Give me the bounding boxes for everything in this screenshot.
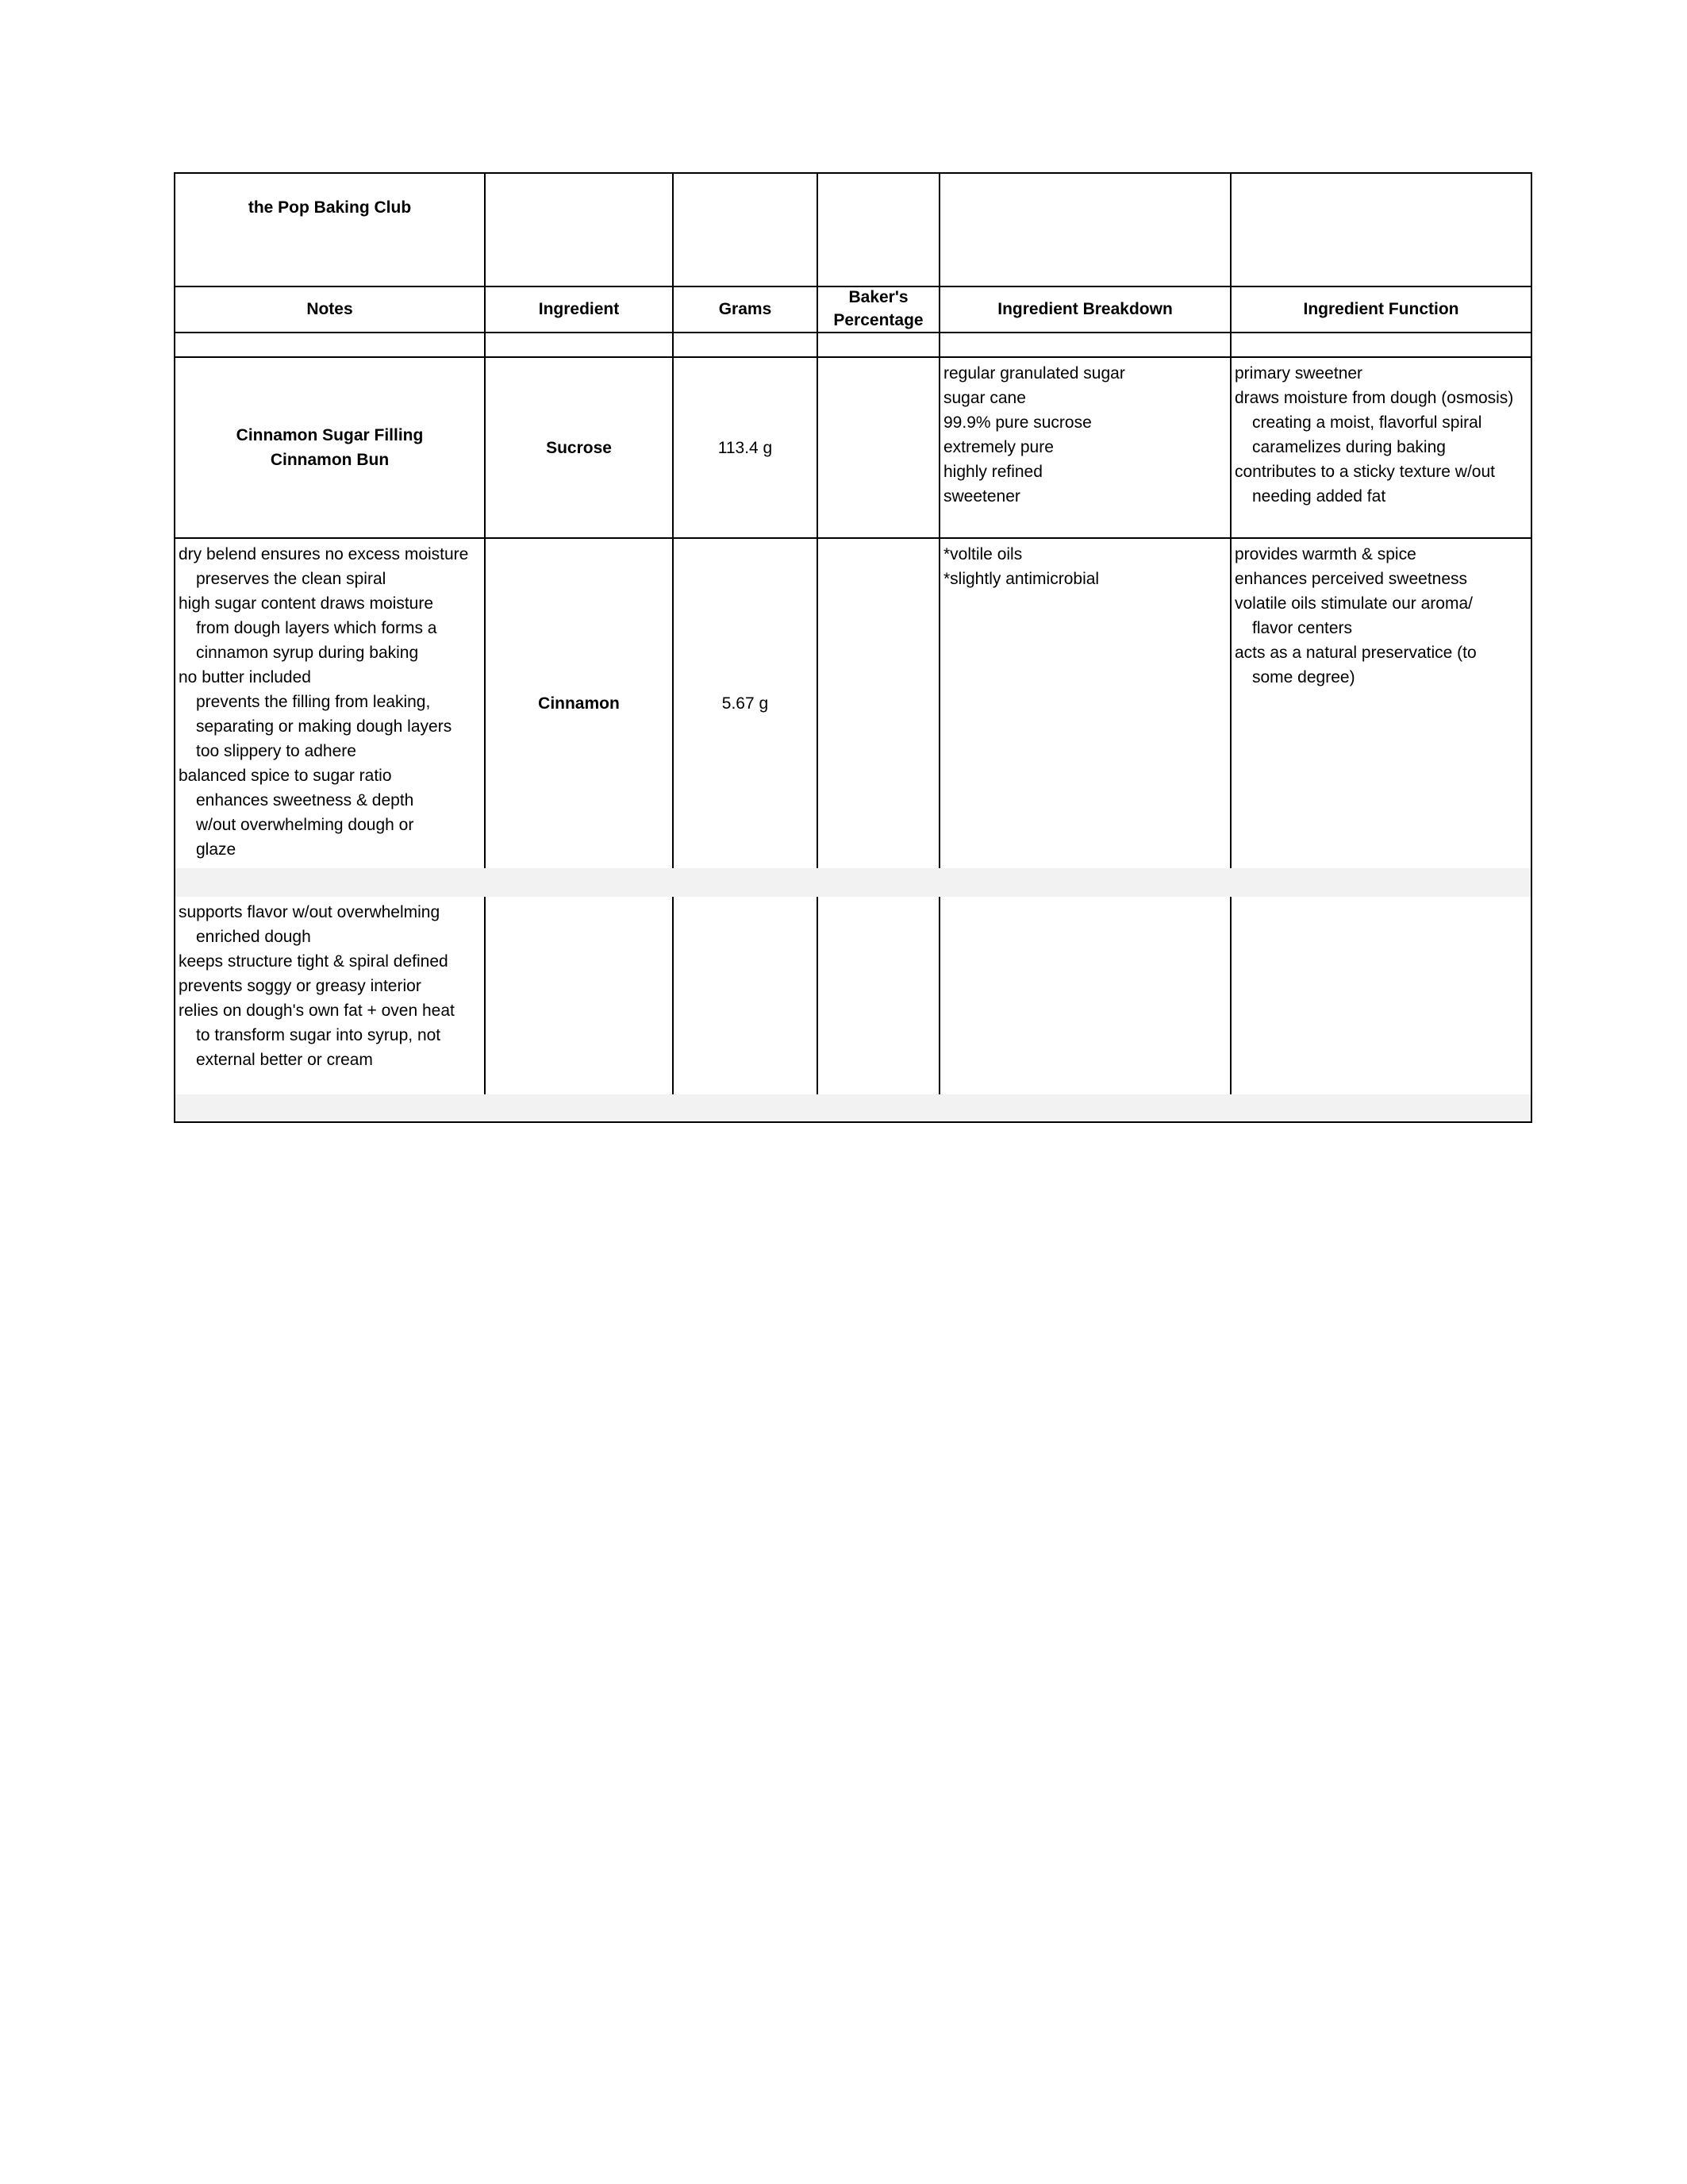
header-bakers-line2: Percentage bbox=[833, 311, 924, 329]
row1-ingredient bbox=[486, 358, 672, 537]
header-bakers-percentage bbox=[818, 286, 939, 332]
note-line: from dough layers which forms a bbox=[196, 619, 437, 637]
column-divider bbox=[484, 897, 486, 1094]
header-breakdown bbox=[940, 286, 1230, 332]
breakdown-line: sweetener bbox=[943, 487, 1020, 506]
row1-title bbox=[175, 358, 484, 537]
row2-ingredient bbox=[486, 539, 672, 868]
note-line: balanced spice to sugar ratio bbox=[179, 767, 392, 785]
row2-breakdown bbox=[940, 539, 1230, 868]
function-line: creating a moist, flavorful spiral bbox=[1252, 413, 1482, 432]
note-line: supports flavor w/out overwhelming bbox=[179, 903, 440, 921]
header-ingredient bbox=[486, 286, 672, 332]
breakdown-line: sugar cane bbox=[943, 389, 1026, 407]
header-function-text: Ingredient Function bbox=[1303, 299, 1459, 318]
spacer-band bbox=[175, 868, 1531, 897]
row1-function bbox=[1232, 358, 1531, 537]
column-divider bbox=[817, 897, 818, 1094]
note-line: too slippery to adhere bbox=[196, 742, 356, 760]
breakdown-line: regular granulated sugar bbox=[943, 364, 1125, 383]
note-line: external better or cream bbox=[196, 1051, 373, 1069]
row1-title-line2: Cinnamon Bun bbox=[270, 451, 390, 469]
function-line: needing added fat bbox=[1252, 487, 1386, 506]
header-grams-text: Grams bbox=[718, 299, 772, 318]
function-line: acts as a natural preservatice (to bbox=[1235, 644, 1477, 662]
note-line: separating or making dough layers bbox=[196, 717, 452, 736]
row-divider bbox=[175, 332, 1531, 333]
club-title bbox=[175, 191, 484, 223]
note-line: prevents soggy or greasy interior bbox=[179, 977, 421, 995]
header-ingredient-text: Ingredient bbox=[538, 299, 620, 318]
breakdown-line: *voltile oils bbox=[943, 545, 1023, 563]
function-line: caramelizes during baking bbox=[1252, 438, 1446, 456]
function-line: volatile oils stimulate our aroma/ bbox=[1235, 594, 1473, 613]
function-line: some degree) bbox=[1252, 668, 1355, 686]
note-line: to transform sugar into syrup, not bbox=[196, 1026, 441, 1044]
recipe-table bbox=[174, 172, 1532, 1123]
column-divider bbox=[817, 174, 818, 868]
note-line: enriched dough bbox=[196, 928, 311, 946]
note-line: w/out overwhelming dough or bbox=[196, 816, 414, 834]
spacer-band-bottom bbox=[175, 1094, 1531, 1121]
function-line: provides warmth & spice bbox=[1235, 545, 1416, 563]
function-line: draws moisture from dough (osmosis) bbox=[1235, 389, 1514, 407]
club-title-text: the Pop Baking Club bbox=[248, 198, 412, 217]
header-bakers-line1: Baker's bbox=[848, 288, 909, 306]
header-notes bbox=[175, 286, 484, 332]
function-line: enhances perceived sweetness bbox=[1235, 570, 1468, 588]
note-line: no butter included bbox=[179, 668, 311, 686]
breakdown-line: *slightly antimicrobial bbox=[943, 570, 1100, 588]
breakdown-line: highly refined bbox=[943, 463, 1043, 481]
row2-function bbox=[1232, 539, 1531, 868]
note-line: high sugar content draws moisture bbox=[179, 594, 433, 613]
header-breakdown-text: Ingredient Breakdown bbox=[997, 299, 1173, 318]
note-line: keeps structure tight & spiral defined bbox=[179, 952, 448, 971]
row1-ingredient-text: Sucrose bbox=[546, 438, 612, 457]
column-divider bbox=[1230, 897, 1232, 1094]
row2-ingredient-text: Cinnamon bbox=[538, 694, 620, 713]
row2-grams bbox=[674, 539, 817, 868]
row2-notes bbox=[175, 539, 484, 868]
row2-grams-text: 5.67 g bbox=[721, 694, 769, 713]
row1-grams-text: 113.4 g bbox=[717, 438, 773, 457]
column-divider bbox=[672, 897, 674, 1094]
note-line: cinnamon syrup during baking bbox=[196, 644, 419, 662]
note-line: enhances sweetness & depth bbox=[196, 791, 414, 809]
breakdown-line: extremely pure bbox=[943, 438, 1054, 456]
function-line: contributes to a sticky texture w/out bbox=[1235, 463, 1495, 481]
note-line: relies on dough's own fat + oven heat bbox=[179, 1002, 455, 1020]
header-grams bbox=[674, 286, 817, 332]
row1-title-line1: Cinnamon Sugar Filling bbox=[236, 426, 424, 444]
row1-breakdown bbox=[940, 358, 1230, 537]
header-notes-text: Notes bbox=[306, 299, 353, 318]
function-line: flavor centers bbox=[1252, 619, 1353, 637]
function-line: primary sweetner bbox=[1235, 364, 1363, 383]
note-line: dry belend ensures no excess moisture bbox=[179, 545, 469, 563]
note-line: prevents the filling from leaking, bbox=[196, 693, 431, 711]
column-divider bbox=[939, 897, 940, 1094]
row3-notes bbox=[175, 897, 484, 1094]
breakdown-line: 99.9% pure sucrose bbox=[943, 413, 1092, 432]
note-line: preserves the clean spiral bbox=[196, 570, 386, 588]
row1-grams bbox=[674, 358, 817, 537]
header-function bbox=[1232, 286, 1531, 332]
note-line: glaze bbox=[196, 840, 236, 859]
